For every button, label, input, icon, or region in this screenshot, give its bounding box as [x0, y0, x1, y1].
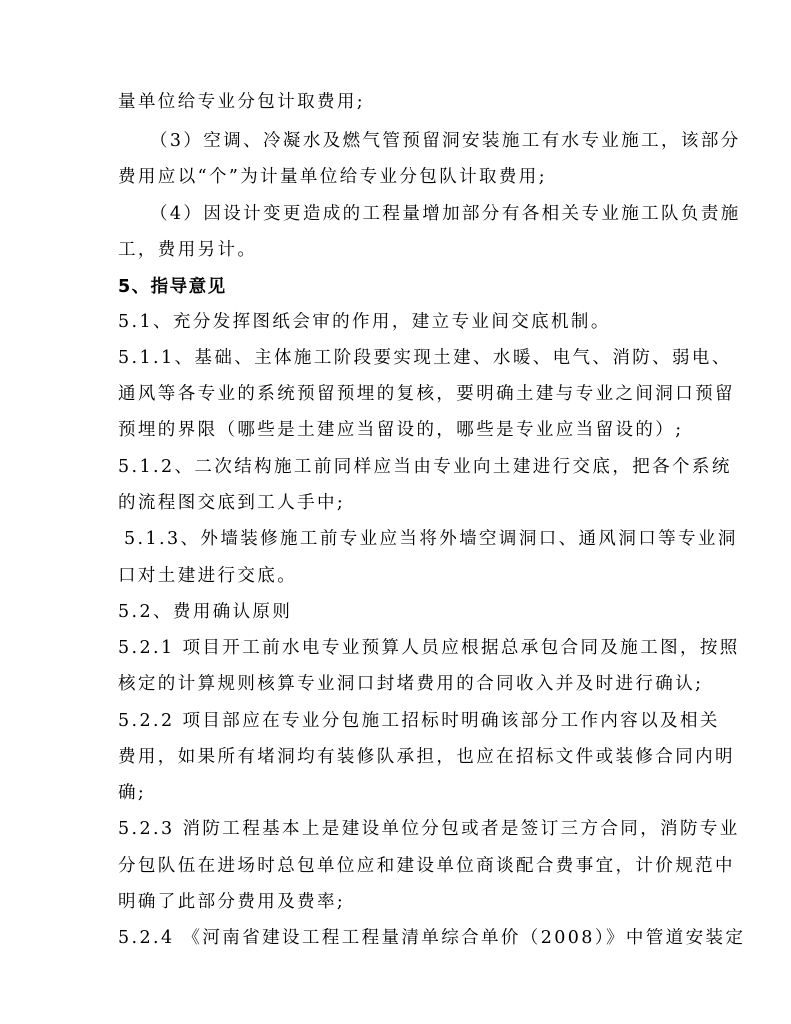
text-line: 工，费用另计。 [118, 240, 258, 260]
text-line: 费用，如果所有堵洞均有装修队承担，也应在招标文件或装修合同内明 [118, 747, 735, 767]
text-line: 5.2.2 项目部应在专业分包施工招标时明确该部分工作内容以及相关 [118, 711, 720, 731]
text-line: 5.2.3 消防工程基本上是建设单位分包或者是签订三方合同，消防专业 [118, 819, 740, 839]
text-line: 明确了此部分费用及费率; [118, 892, 346, 912]
text-line: 5.1.1、基础、主体施工阶段要实现土建、水暖、电气、消防、弱电、 [118, 348, 732, 368]
section-heading: 5、指导意见 [118, 277, 227, 297]
text-line: 的流程图交底到工人手中; [118, 493, 346, 513]
text-line: 费用应以“个”为计量单位给专业分包队计取费用; [118, 167, 547, 187]
text-line: 核定的计算规则核算专业洞口封堵费用的合同收入并及时进行确认; [118, 674, 704, 694]
text-line: 5.1.2、二次结构施工前同样应当由专业向土建进行交底，把各个系统 [118, 457, 732, 477]
text-line: 5.1.3、外墙装修施工前专业应当将外墙空调洞口、通风洞口等专业洞 [124, 529, 738, 549]
text-line: 5.1、充分发挥图纸会审的作用，建立专业间交底机制。 [118, 312, 611, 332]
text-line: 通风等各专业的系统预留预埋的复核，要明确土建与专业之间洞口预留 [118, 384, 735, 404]
text-line: 5.2.4 《河南省建设工程工程量清单综合单价（2008）》中管道安装定 [118, 928, 746, 948]
text-line: 确; [118, 783, 147, 803]
text-line: 预埋的界限（哪些是土建应当留设的，哪些是专业应当留设的）; [118, 420, 684, 440]
text-line: 口对土建进行交底。 [118, 566, 298, 586]
text-line: （4）因设计变更造成的工程量增加部分有各相关专业施工队负责施 [150, 204, 741, 224]
text-line: 量单位给专业分包计取费用; [118, 92, 366, 112]
text-line: （3）空调、冷凝水及燃气管预留洞安装施工有水专业施工，该部分 [150, 131, 741, 151]
text-line: 分包队伍在进场时总包单位应和建设单位商谈配合费事宜，计价规范中 [118, 856, 735, 876]
text-line: 5.2、费用确认原则 [118, 602, 293, 622]
text-line: 5.2.1 项目开工前水电专业预算人员应根据总承包合同及施工图，按照 [118, 638, 740, 658]
